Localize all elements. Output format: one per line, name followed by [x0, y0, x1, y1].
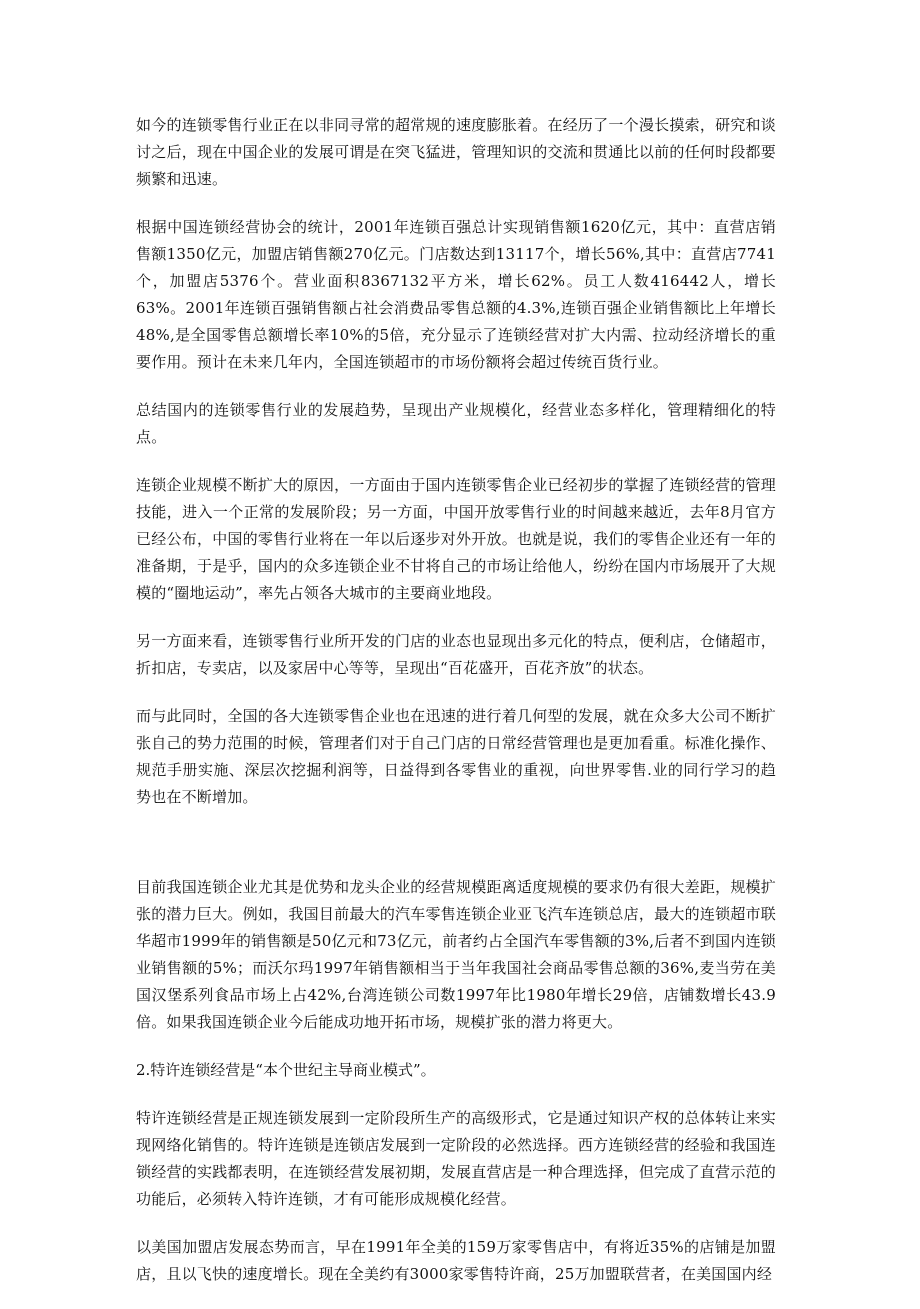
section-gap	[136, 832, 776, 874]
paragraph-8: 特许连锁经营是正规连锁发展到一定阶段所生产的高级形式，它是通过知识产权的总体转让来实现网络化销售的。特许连锁是连锁店发展到一定阶段的必然选择。西方连锁经营的经验和我国连锁经营的实践都表明，在连锁经营发展初期，发展直营店是一种合理选择，但完成了直营示范的功能后，必须转入特许连锁，才有可能形成规模化经营。	[136, 1109, 776, 1208]
paragraph-1: 如今的连锁零售行业正在以非同寻常的超常规的速度膨胀着。在经历了一个漫长摸索，研究和谈讨之后，现在中国企业的发展可谓是在突飞猛进，管理知识的交流和贯通比以前的任何时段都要频繁和迅速。	[136, 116, 776, 188]
paragraph-4: 连锁企业规模不断扩大的原因，一方面由于国内连锁零售企业已经初步的掌握了连锁经营的管理技能，进入一个正常的发展阶段；另一方面，中国开放零售行业的时间越来越近，去年8月官方已经公布，中国的零售行业将在一年以后逐步对外开放。也就是说，我们的零售企业还有一年的准备期，于是乎，国内的众多连锁企业不甘将自己的市场让给他人，纷纷在国内市场展开了大规模的“圈地运动”，率先占领各大城市的主要商业地段。	[136, 476, 776, 602]
paragraph-7: 目前我国连锁企业尤其是优势和龙头企业的经营规模距离适度规模的要求仍有很大差距，规模扩张的潜力巨大。例如，我国目前最大的汽车零售连锁企业亚飞汽车连锁总店，最大的连锁超市联华超市1999年的销售额是50亿元和73亿元，前者约占全国汽车零售额的3%,后者不到国内连锁业销售额的5%；而沃尔玛1997年销售额相当于当年我国社会商品零售总额的36%,麦当劳在美国汉堡系列食品市场上占42%,台湾连锁公司数1997年比1980年增长29倍，店铺数增长43.9倍。如果我国连锁企业今后能成功地开拓市场，规模扩张的潜力将更大。	[136, 878, 776, 1031]
document-body	[136, 112, 776, 1309]
paragraph-5: 另一方面来看，连锁零售行业所开发的门店的业态也显现出多元化的特点，便利店，仓储超市，折扣店，专卖店，以及家居中心等等，呈现出“百花盛开，百花齐放”的状态。	[136, 632, 776, 677]
paragraph-2: 根据中国连锁经营协会的统计，2001年连锁百强总计实现销售额1620亿元，其中：直营店销售额1350亿元，加盟店销售额270亿元。门店数达到13117个，增长56%,其中：直营店7741个，加盟店5376个。营业面积8367132平方米，增长62%。员工人数416442人，增长63%。2001年连锁百强销售额占社会消费品零售总额的4.3%,连锁百强企业销售额比上年增长48%,是全国零售总额增长率10%的5倍，充分显示了连锁经营对扩大内需、拉动经济增长的重要作用。预计在未来几年内，全国连锁超市的市场份额将会超过传统百货行业。	[136, 218, 776, 371]
paragraph-6: 而与此同时，全国的各大连锁零售企业也在迅速的进行着几何型的发展，就在众多大公司不断扩张自己的势力范围的时候，管理者们对于自己门店的日常经营管理也是更加看重。标准化操作、规范手册实施、深层次挖掘利润等，日益得到各零售业的重视，向世界零售.业的同行学习的趋势也在不断增加。	[136, 707, 776, 806]
paragraph-9: 以美国加盟店发展态势而言，早在1991年全美的159万家零售店中，有将近35%的店铺是加盟店，且以飞快的速度增长。现在全美约有3000家零售特许商，25万加盟联营者，在美国国内经	[136, 1238, 776, 1283]
section-heading: 2.特许连锁经营是“本个世纪主导商业模式”。	[136, 1061, 436, 1079]
paragraph-3: 总结国内的连锁零售行业的发展趋势，呈现出产业规模化，经营业态多样化，管理精细化的特点。	[136, 401, 776, 446]
